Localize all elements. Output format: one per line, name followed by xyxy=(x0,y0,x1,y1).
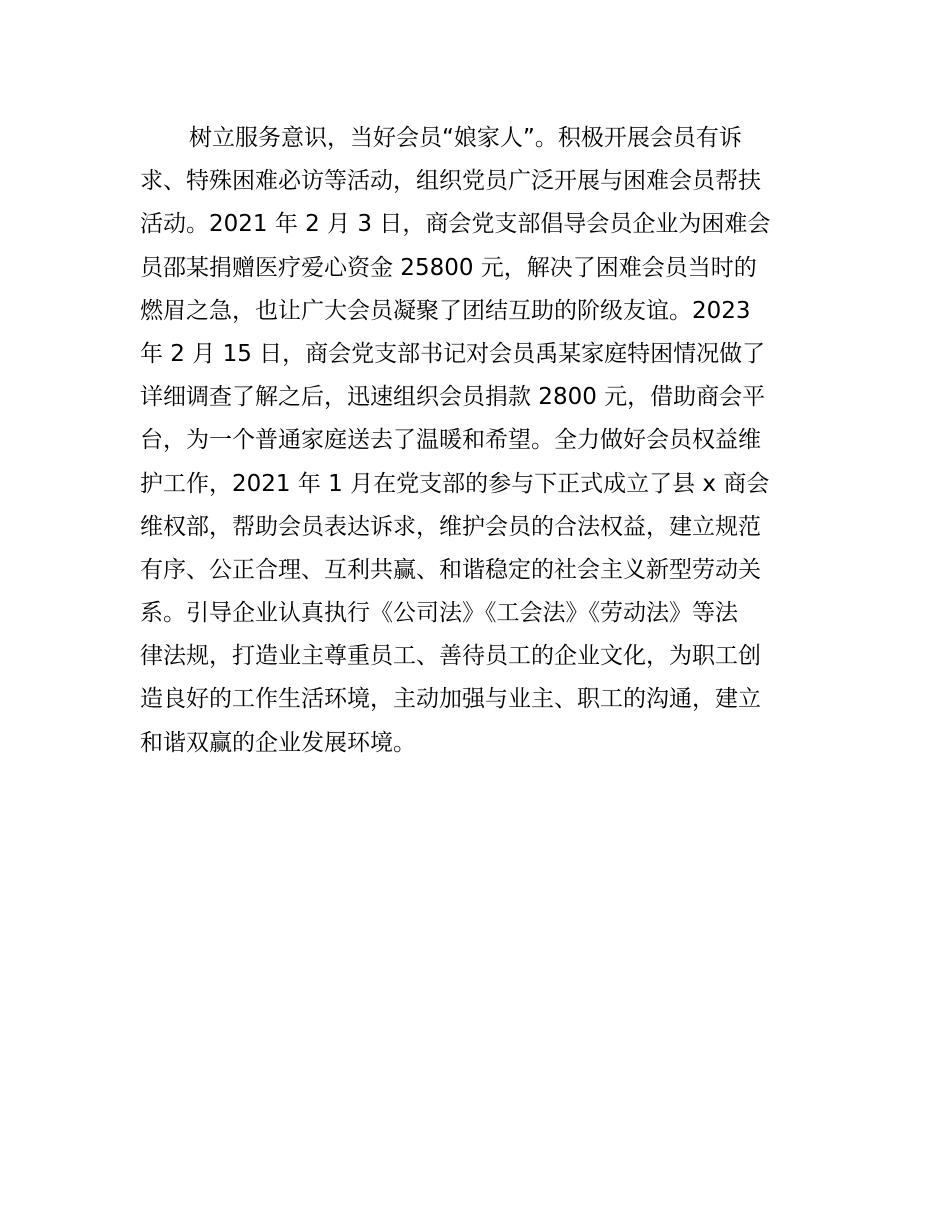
paragraph-line: 护工作，2021 年 1 月在党支部的参与下正式成立了县 x 商会 xyxy=(140,470,770,497)
paragraph-line: 维权部，帮助会员表达诉求，维护会员的合法权益，建立规范 xyxy=(140,513,761,540)
paragraph-line: 年 2 月 15 日，商会党支部书记对会员禹某家庭特困情况做了 xyxy=(140,340,766,367)
paragraph-line: 和谐双赢的企业发展环境。 xyxy=(140,729,416,756)
paragraph-line: 造良好的工作生活环境，主动加强与业主、职工的沟通，建立 xyxy=(140,686,761,713)
paragraph-line: 树立服务意识，当好会员“娘家人”。积极开展会员有诉 xyxy=(189,125,742,151)
paragraph-line: 员邵某捐赠医疗爱心资金 25800 元，解决了困难会员当时的 xyxy=(140,254,757,281)
paragraph-line: 台，为一个普通家庭送去了温暖和希望。全力做好会员权益维 xyxy=(140,427,761,454)
paragraph-line: 求、特殊困难必访等活动，组织党员广泛开展与困难会员帮扶 xyxy=(140,168,761,195)
paragraph-line: 有序、公正合理、互利共赢、和谐稳定的社会主义新型劳动关 xyxy=(140,556,761,583)
body-paragraph xyxy=(140,117,820,765)
paragraph-line: 系。引导企业认真执行《公司法》《工会法》《劳动法》等法 xyxy=(140,600,738,627)
paragraph-line: 详细调查了解之后，迅速组织会员捐款 2800 元，借助商会平 xyxy=(140,384,766,411)
paragraph-line: 燃眉之急，也让广大会员凝聚了团结互助的阶级友谊。2023 xyxy=(140,297,751,324)
paragraph-line: 律法规，打造业主尊重员工、善待员工的企业文化，为职工创 xyxy=(140,643,761,670)
paragraph-line: 活动。2021 年 2 月 3 日，商会党支部倡导会员企业为困难会 xyxy=(140,211,771,238)
